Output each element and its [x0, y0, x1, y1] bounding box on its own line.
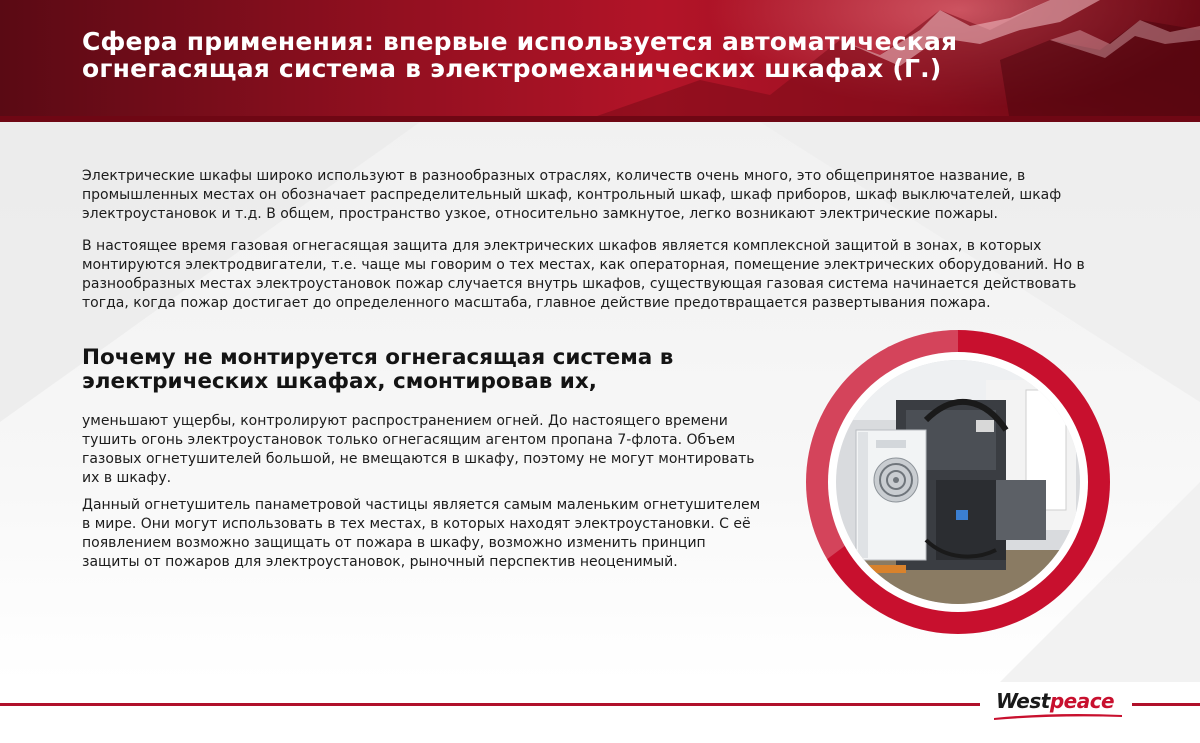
footer-line-left	[0, 703, 980, 706]
westpeace-logo	[994, 688, 1126, 722]
logo-text-peace: peace	[1049, 689, 1115, 713]
logo-text-west: West	[996, 689, 1050, 713]
circular-photo-frame	[806, 330, 1110, 634]
electrical-cabinet-photo	[836, 360, 1080, 604]
section-paragraph-2: Данный огнетушитель панаметровой частицы является самым маленьким огнетушителем в мире. Они могут использовать в тех местах, в которых находят электроустановки. С её появлением возможно защищать от пожара в шкафу, возможно изменить принцип защиты от пожаров для электроустановок, рыночный перспектив неоценимый.	[82, 497, 761, 570]
footer-line-right	[1132, 703, 1200, 706]
logo-swoosh-icon	[994, 712, 1124, 720]
page-title: Сфера применения: впервые используется автоматическая огнегасящая система в электромеханических шкафах (Г.)	[82, 27, 958, 83]
intro-paragraph-2: В настоящее время газовая огнегасящая защита для электрических шкафов является комплексной защитой в зонах, в которых монтируются электродвигатели, т.е. чаще мы говорим о тех местах, как операторная, помещение электрических оборудований. Но в разнообразных местах электроустановок пожар случается внутрь шкафов, существующая газовая система начинается действовать тогда, когда пожар достигает до определенного масштаба, главное действие предотвращается развертывания пожара.	[82, 238, 1085, 311]
section-heading: Почему не монтируется огнегасящая система в электрических шкафах, смонтировав их,	[82, 345, 674, 394]
header-banner	[0, 0, 1200, 122]
intro-paragraph-1: Электрические шкафы широко используют в разнообразных отраслях, количеств очень много, это общепринятое название, в промышленных местах он обозначает распределительный шкаф, контрольный шкаф, шкаф приборов, шкаф выключателей, шкаф электроустановок и т.д. В общем, пространство узкое, относительно замкнутое, легко возникают электрические пожары.	[82, 168, 1062, 222]
section-paragraph-1: уменьшают ущербы, контролируют распространением огней. До настоящего времени тушить огонь электроустановок только огнегасящим агентом пропана 7-флота. Объем газовых огнетушителей большой, не вмещаются в шкафу, поэтому не могут монтировать их в шкафу.	[82, 413, 755, 486]
